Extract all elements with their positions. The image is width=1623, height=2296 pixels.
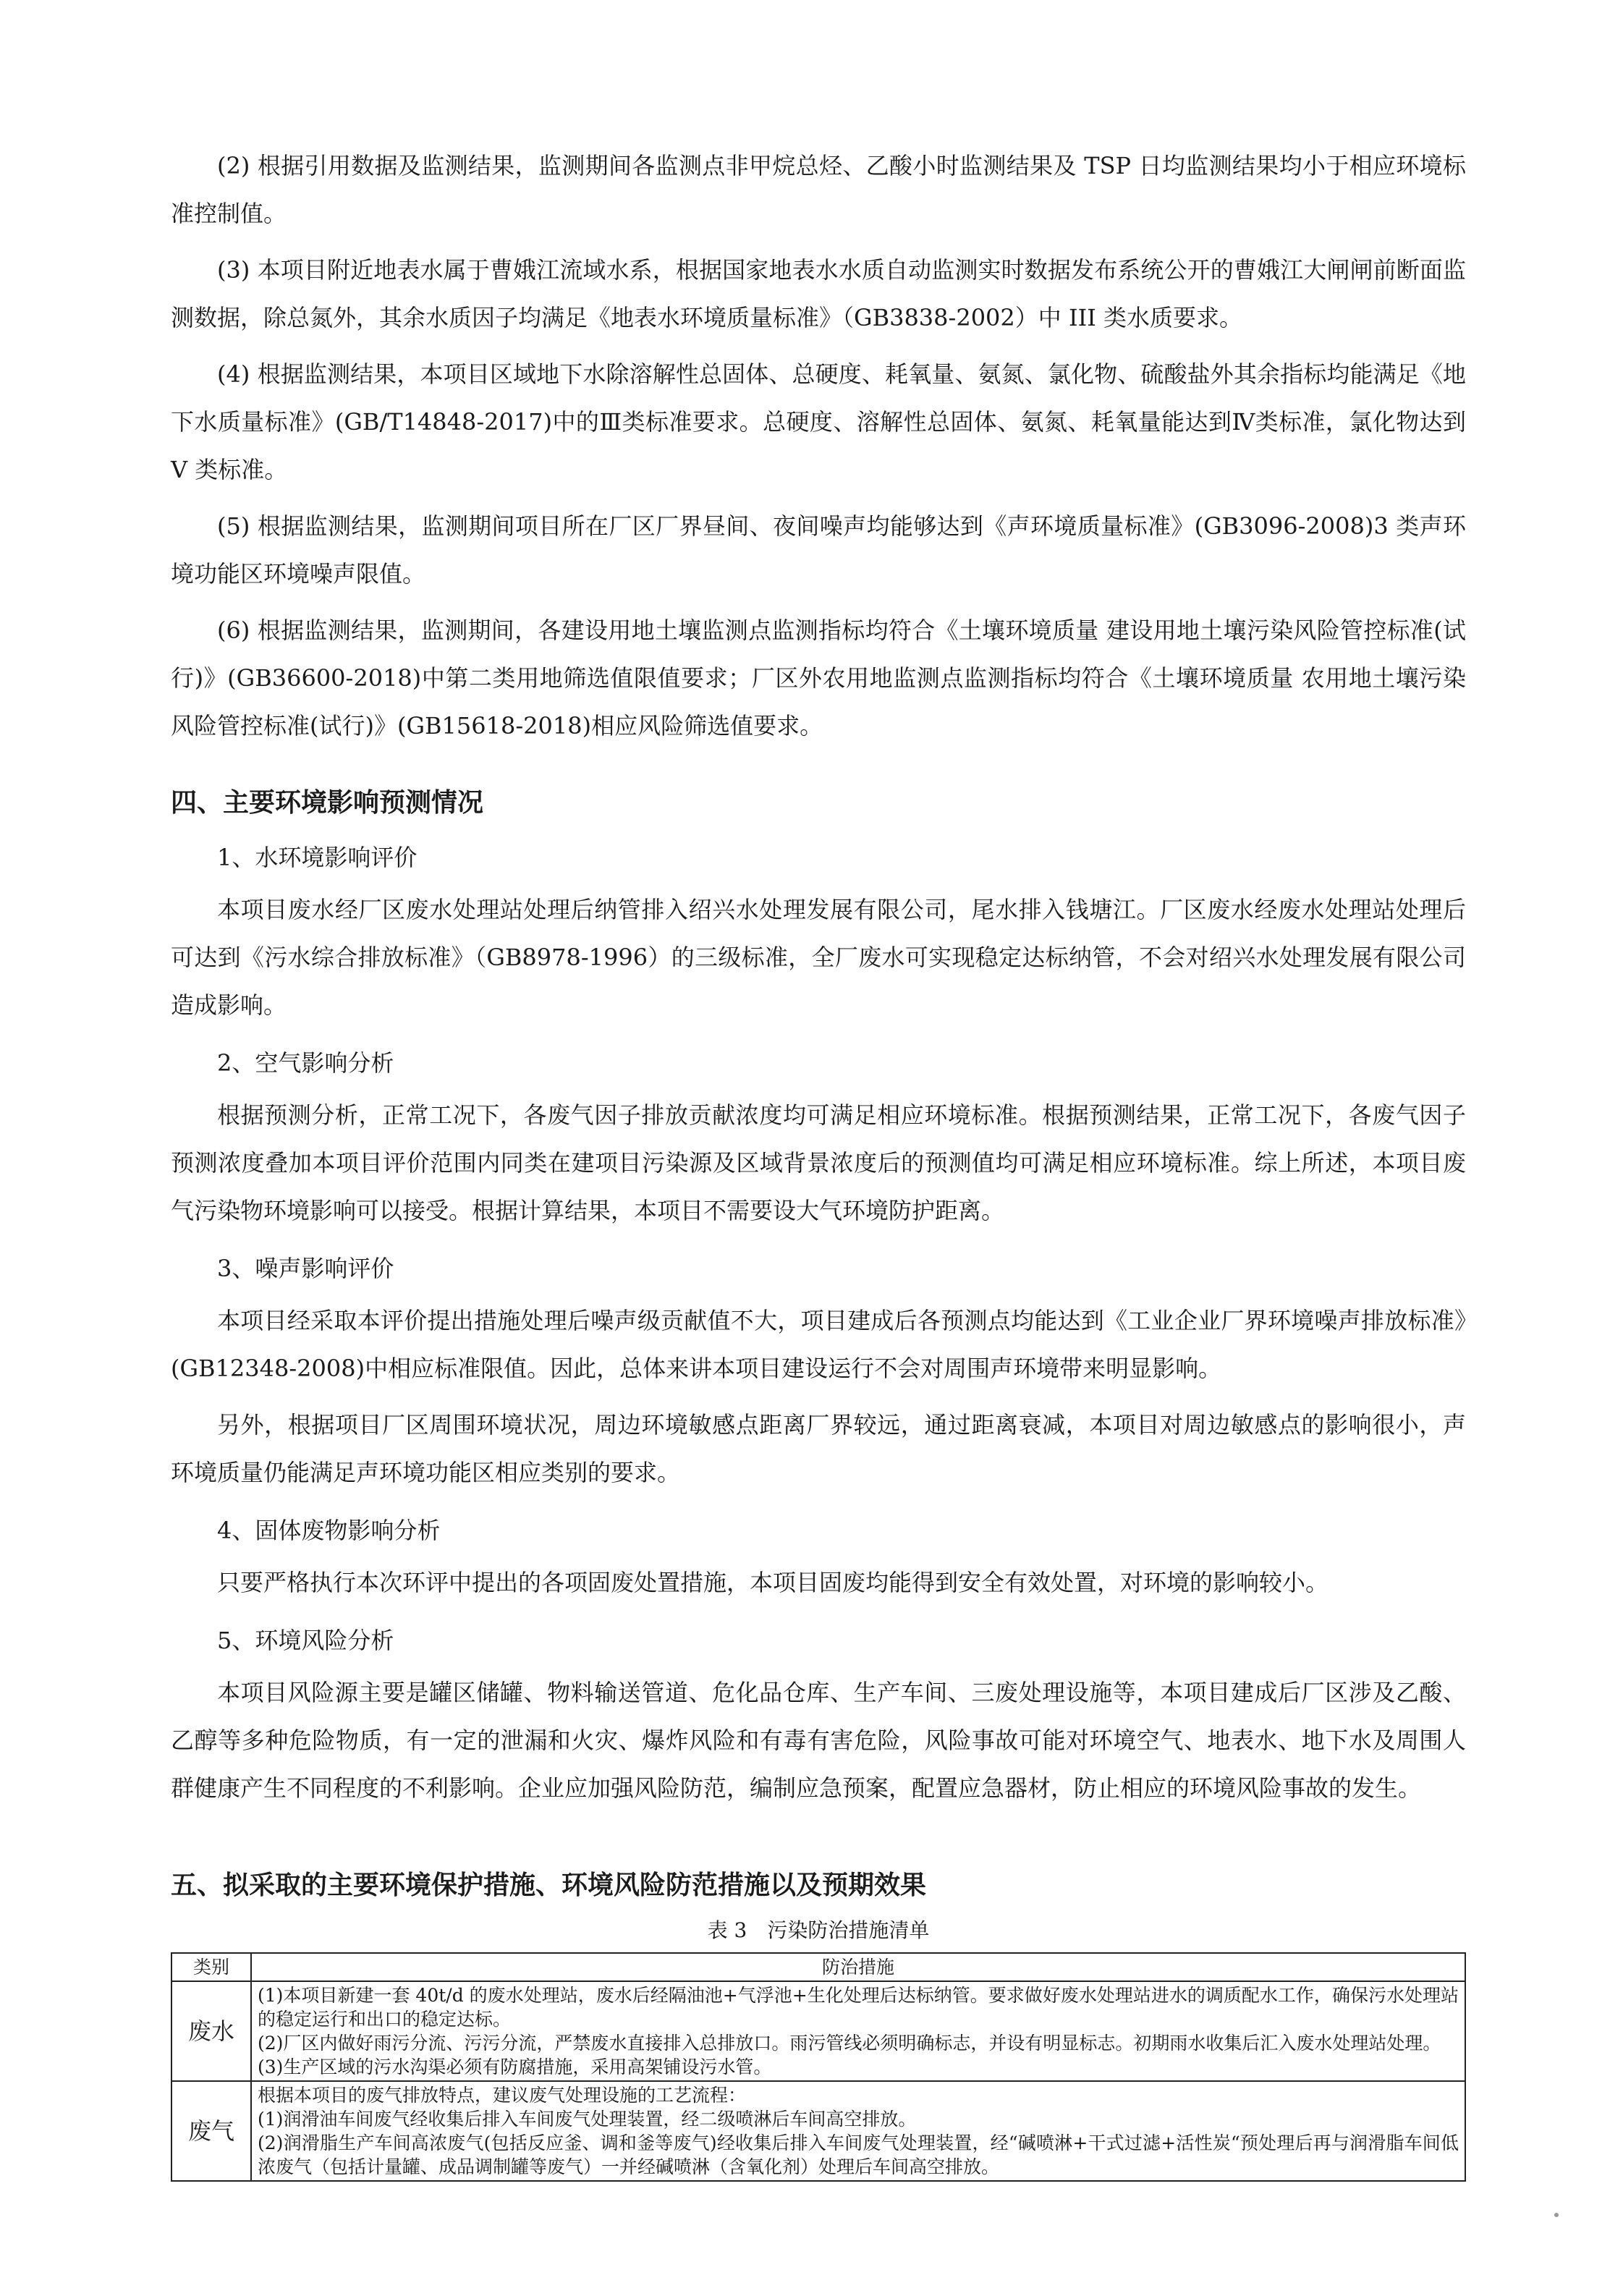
noise-impact-paragraph-2: 另外，根据项目厂区周围环境状况，周边环境敏感点距离厂界较远，通过距离衰减，本项目对周边敏感点的影响很小，声环境质量仍能满足声环境功能区相应类别的要求。 bbox=[171, 1411, 1466, 1486]
monitoring-item-2: (2) 根据引用数据及监测结果，监测期间各监测点非甲烷总烃、乙酸小时监测结果及 TSP 日均监测结果均小于相应环境标准控制值。 bbox=[171, 152, 1466, 227]
monitoring-item-6: (6) 根据监测结果，监测期间，各建设用地土壤监测点监测指标均符合《土壤环境质量 建设用地土壤污染风险管控标准(试行)》(GB36600-2018)中第二类用地筛选值限值要求；厂区外农用地监测点监测指标均符合《土壤环境质量 农用地土壤污染风险管控标准(试行)》(GB15618-2018)相应风险筛选值要求。 bbox=[171, 617, 1466, 740]
measure-line: (2)厂区内做好雨污分流、污污分流，严禁废水直接排入总排放口。雨污管线必须明确标志，并设有明显标志。初期雨水收集后汇入废水处理站处理。 bbox=[258, 2033, 1441, 2054]
table-caption: 表 3 污染防治措施清单 bbox=[707, 1918, 930, 1942]
measure-line: (2)润滑脂生产车间高浓废气(包括反应釜、调和釜等废气)经收集后排入车间废气处理装置，经“碱喷淋+干式过滤+活性炭“预处理后再与润滑脂车间低浓废气（包括计量罐、成品调制罐等废气）一并经碱喷淋（含氧化剂）处理后车间高空排放。 bbox=[258, 2132, 1459, 2177]
section-4-heading: 四、主要环境影响预测情况 bbox=[171, 788, 484, 818]
subsection-solid-waste-title: 4、固体废物影响分析 bbox=[217, 1517, 441, 1544]
measure-line: (1)润滑油车间废气经收集后排入车间废气处理装置，经二级喷淋后车间高空排放。 bbox=[258, 2109, 917, 2130]
measures-cell bbox=[251, 2081, 1465, 2181]
water-impact-paragraph: 本项目废水经厂区废水处理站处理后纳管排入绍兴水处理发展有限公司，尾水排入钱塘江。厂区废水经废水处理站处理后可达到《污水综合排放标准》（GB8978-1996）的三级标准，全厂废水可实现稳定达标纳管，不会对绍兴水处理发展有限公司造成影响。 bbox=[171, 896, 1466, 1019]
subsection-noise-title: 3、噪声影响评价 bbox=[217, 1255, 394, 1282]
monitoring-item-4: (4) 根据监测结果，本项目区域地下水除溶解性总固体、总硬度、耗氧量、氨氮、氯化物、硫酸盐外其余指标均能满足《地下水质量标准》(GB/T14848-2017)中的Ⅲ类标准要求。总硬度、溶解性总固体、氨氮、耗氧量能达到Ⅳ类标准，氯化物达到 V 类标准。 bbox=[171, 360, 1466, 483]
document-page bbox=[171, 142, 1466, 2182]
monitoring-item-3: (3) 本项目附近地表水属于曹娥江流域水系，根据国家地表水水质自动监测实时数据发布系统公开的曹娥江大闸闸前断面监测数据，除总氮外，其余水质因子均满足《地表水环境质量标准》（GB3838-2002）中 III 类水质要求。 bbox=[171, 256, 1466, 331]
subsection-water-title: 1、水环境影响评价 bbox=[217, 844, 418, 871]
table-row-exhaust-gas bbox=[171, 2081, 1465, 2181]
scan-speck bbox=[1554, 2213, 1559, 2217]
section-5-heading: 五、拟采取的主要环境保护措施、环境风险防范措施以及预期效果 bbox=[171, 1871, 927, 1900]
subsection-air-title: 2、空气影响分析 bbox=[217, 1049, 394, 1077]
pollution-measures-table bbox=[171, 1952, 1466, 2182]
measure-line: (3)生产区域的污水沟渠必须有防腐措施，采用高架铺设污水管。 bbox=[258, 2056, 772, 2077]
solid-waste-paragraph: 只要严格执行本次环评中提出的各项固废处置措施，本项目固废均能得到安全有效处置，对环境的影响较小。 bbox=[217, 1569, 1329, 1596]
monitoring-item-5: (5) 根据监测结果，监测期间项目所在厂区厂界昼间、夜间噪声均能够达到《声环境质量标准》(GB3096-2008)3 类声环境功能区环境噪声限值。 bbox=[171, 512, 1466, 588]
noise-impact-paragraph-1: 本项目经采取本评价提出措施处理后噪声级贡献值不大，项目建成后各预测点均能达到《工业企业厂界环境噪声排放标准》(GB12348-2008)中相应标准限值。因此，总体来讲本项目建设运行不会对周围声环境带来明显影响。 bbox=[171, 1307, 1466, 1382]
category-cell: 废水 bbox=[171, 1981, 251, 2081]
risk-analysis-paragraph: 本项目风险源主要是罐区储罐、物料输送管道、危化品仓库、生产车间、三废处理设施等，本项目建成后厂区涉及乙酸、乙醇等多种危险物质，有一定的泄漏和火灾、爆炸风险和有毒有害危险，风险事故可能对环境空气、地表水、地下水及周围人群健康产生不同程度的不利影响。企业应加强风险防范，编制应急预案，配置应急器材，防止相应的环境风险事故的发生。 bbox=[171, 1679, 1466, 1802]
measures-cell bbox=[251, 1981, 1465, 2081]
column-header-category: 类别 bbox=[171, 1953, 251, 1981]
column-header-measures: 防治措施 bbox=[251, 1953, 1465, 1981]
table-header-row bbox=[171, 1953, 1465, 1981]
category-cell: 废气 bbox=[171, 2081, 251, 2181]
measure-line: (1)本项目新建一套 40t/d 的废水处理站，废水后经隔油池+气浮池+生化处理后达标纳管。要求做好废水处理站进水的调质配水工作，确保污水处理站的稳定运行和出口的稳定达标。 bbox=[258, 1985, 1459, 2030]
air-impact-paragraph: 根据预测分析，正常工况下，各废气因子排放贡献浓度均可满足相应环境标准。根据预测结果，正常工况下，各废气因子预测浓度叠加本项目评价范围内同类在建项目污染源及区域背景浓度后的预测值均可满足相应环境标准。综上所述，本项目废气污染物环境影响可以接受。根据计算结果，本项目不需要设大气环境防护距离。 bbox=[171, 1101, 1466, 1224]
measure-line: 根据本项目的废气排放特点，建议废气处理设施的工艺流程： bbox=[258, 2085, 747, 2106]
subsection-risk-title: 5、环境风险分析 bbox=[217, 1627, 394, 1654]
table-row-wastewater bbox=[171, 1981, 1465, 2081]
